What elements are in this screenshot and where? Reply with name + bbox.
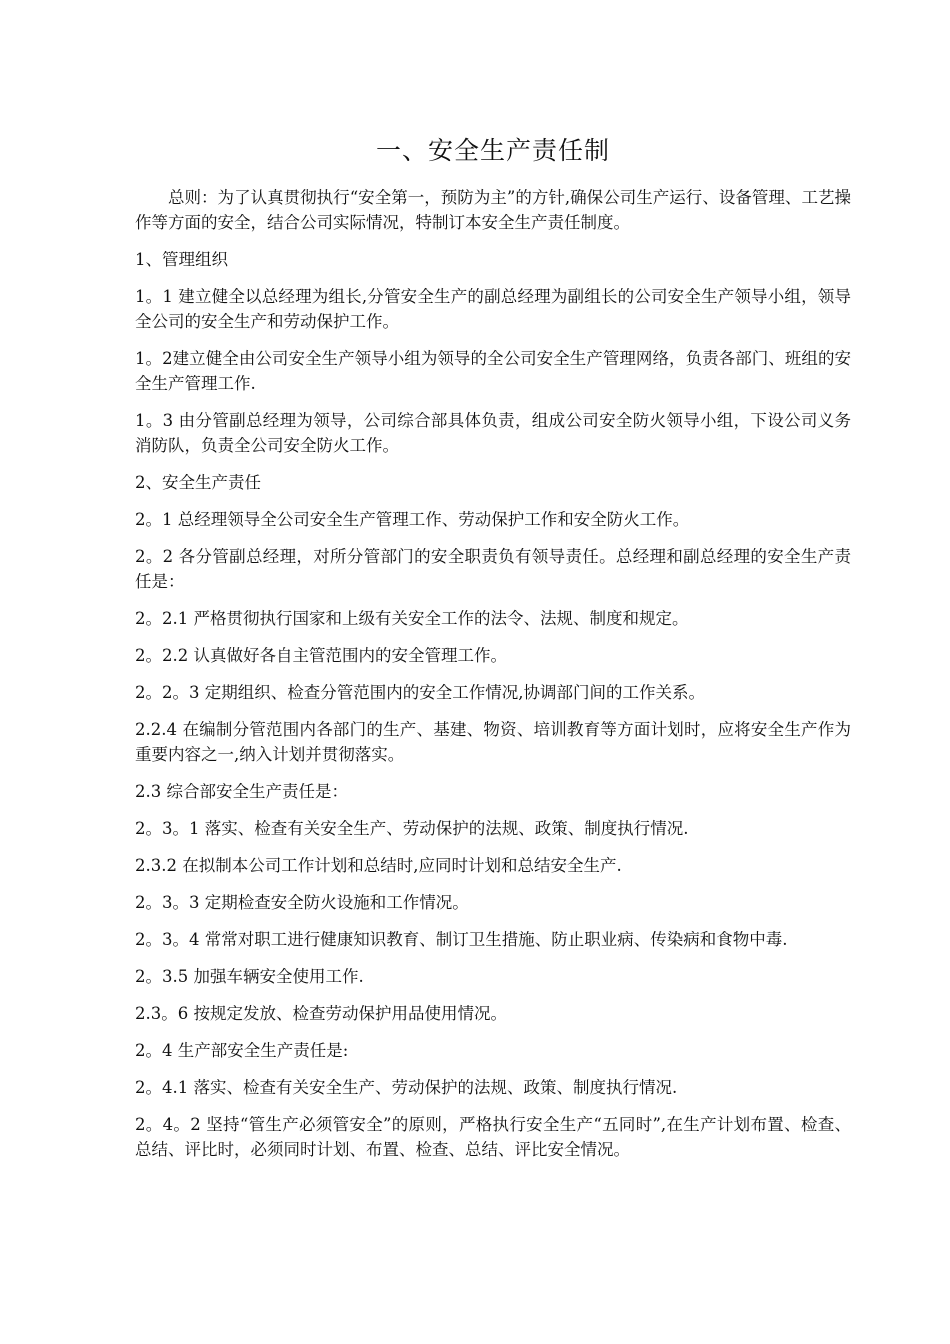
paragraph: 1。1 建立健全以总经理为组长,分管安全生产的副总经理为副组长的公司安全生产领导小组，领导全公司的安全生产和劳动保护工作。: [135, 287, 851, 331]
paragraph: 2。3。4 常常对职工进行健康知识教育、制订卫生措施、防止职业病、传染病和食物中毒.: [135, 930, 788, 949]
document-title: 一、安全生产责任制: [375, 136, 610, 165]
paragraph: 2。2.1 严格贯彻执行国家和上级有关安全工作的法令、法规、制度和规定。: [135, 609, 689, 628]
paragraph: 2。3。3 定期检查安全防火设施和工作情况。: [135, 893, 469, 912]
paragraph: 2。4 生产部安全生产责任是:: [135, 1041, 349, 1060]
paragraph: 2。2。3 定期组织、检查分管范围内的安全工作情况,协调部门间的工作关系。: [135, 683, 705, 702]
paragraph: 2。2.2 认真做好各自主管范围内的安全管理工作。: [135, 646, 507, 665]
paragraph: 2。1 总经理领导全公司安全生产管理工作、劳动保护工作和安全防火工作。: [135, 510, 690, 529]
paragraph: 2.2.4 在编制分管范围内各部门的生产、基建、物资、培训教育等方面计划时，应将安全生产作为重要内容之一,纳入计划并贯彻落实。: [135, 720, 851, 764]
paragraph: 2。4。2 坚持“管生产必须管安全”的原则，严格执行安全生产“五同时”,在生产计划布置、检查、总结、评比时，必须同时计划、布置、检查、总结、评比安全情况。: [135, 1115, 851, 1159]
paragraph: 2。3。1 落实、检查有关安全生产、劳动保护的法规、政策、制度执行情况.: [135, 819, 689, 838]
paragraph: 2、安全生产责任: [135, 473, 261, 492]
paragraph: 1。2建立健全由公司安全生产领导小组为领导的全公司安全生产管理网络，负责各部门、班组的安全生产管理工作.: [135, 349, 851, 393]
paragraph: 2.3.2 在拟制本公司工作计划和总结时,应同时计划和总结安全生产.: [135, 856, 622, 875]
paragraph: 1、管理组织: [135, 250, 228, 269]
paragraph: 2。2 各分管副总经理，对所分管部门的安全职责负有领导责任。总经理和副总经理的安全生产责任是：: [135, 547, 851, 591]
paragraph: 2.3 综合部安全生产责任是：: [135, 782, 348, 801]
paragraph: 2.3。6 按规定发放、检查劳动保护用品使用情况。: [135, 1004, 507, 1023]
paragraph: 2。3.5 加强车辆安全使用工作.: [135, 967, 364, 986]
paragraph: 1。3 由分管副总经理为领导，公司综合部具体负责，组成公司安全防火领导小组，下设公司义务消防队，负责全公司安全防火工作。: [135, 411, 851, 455]
paragraph: 总则：为了认真贯彻执行“安全第一，预防为主”的方针,确保公司生产运行、设备管理、工艺操作等方面的安全，结合公司实际情况，特制订本安全生产责任制度。: [135, 188, 851, 232]
paragraph: 2。4.1 落实、检查有关安全生产、劳动保护的法规、政策、制度执行情况.: [135, 1078, 678, 1097]
document-body: [135, 185, 851, 1174]
